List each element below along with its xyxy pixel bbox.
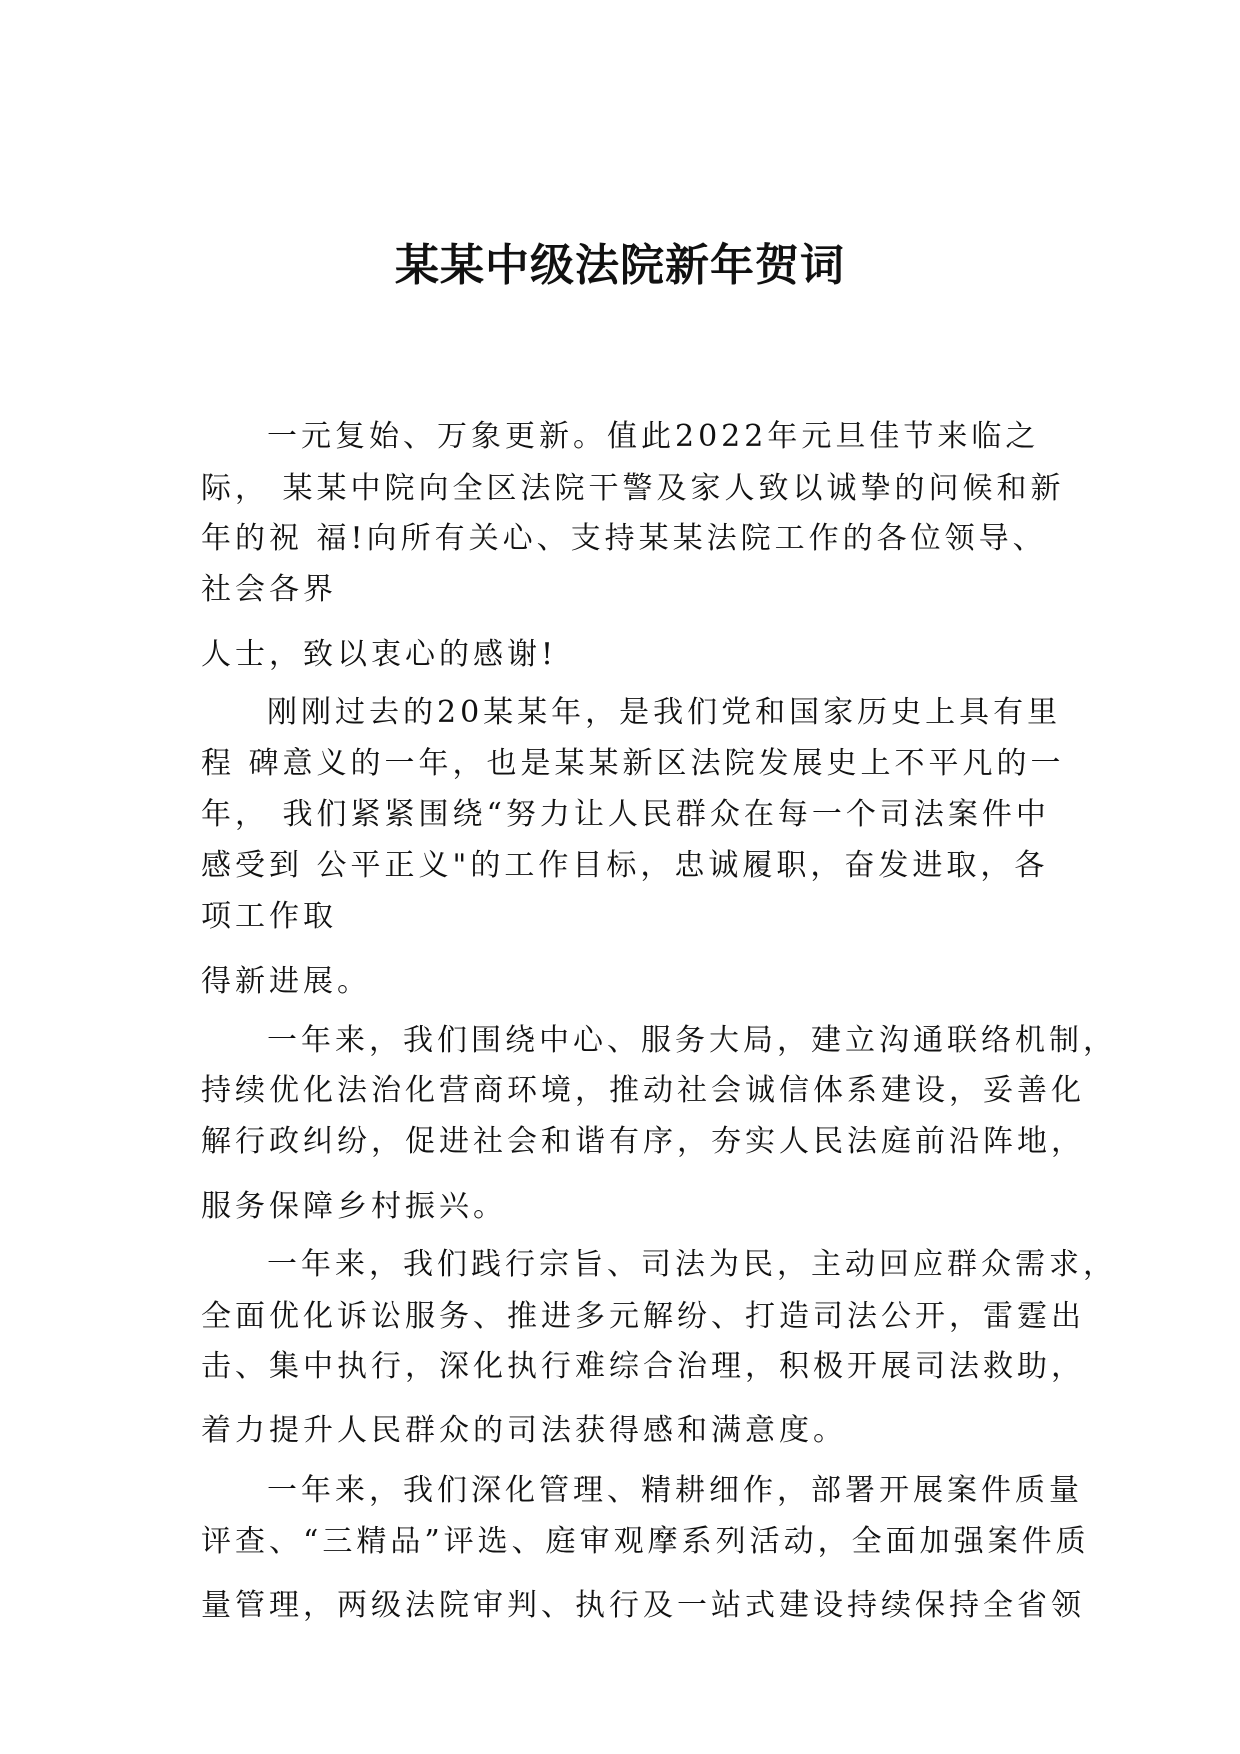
- body-line: 全面优化诉讼服务、推进多元解纷、打造司法公开，雷霆出: [201, 1299, 1085, 1334]
- body-line: 人士，致以衷心的感谢!: [201, 637, 558, 672]
- body-line: 一年来，我们践行宗旨、司法为民，主动回应群众需求，: [267, 1247, 1117, 1282]
- body-line: 社会各界: [201, 572, 337, 607]
- body-line: 刚刚过去的20某某年，是我们党和国家历史上具有里: [267, 695, 1062, 730]
- body-line: 服务保障乡村振兴。: [201, 1189, 507, 1224]
- body-line: 一元复始、万象更新。值此2022年元旦佳节来临之: [267, 419, 1040, 454]
- body-line: 项工作取: [201, 899, 337, 934]
- body-line: 解行政纠纷，促进社会和谐有序，夯实人民法庭前沿阵地，: [201, 1124, 1085, 1159]
- body-line: 击、集中执行，深化执行难综合治理，积极开展司法救助，: [201, 1349, 1085, 1384]
- body-line: 感受到 公平正义"的工作目标，忠诚履职，奋发进取，各: [201, 848, 1049, 883]
- body-line: 年的祝 福!向所有关心、支持某某法院工作的各位领导、: [201, 521, 1047, 556]
- body-line: 际， 某某中院向全区法院干警及家人致以诚挚的问候和新: [201, 471, 1065, 506]
- body-line: 一年来，我们围绕中心、服务大局，建立沟通联络机制，: [267, 1023, 1117, 1058]
- body-line: 持续优化法治化营商环境，推动社会诚信体系建设，妥善化: [201, 1073, 1085, 1108]
- body-line: 量管理，两级法院审判、执行及一站式建设持续保持全省领: [201, 1588, 1085, 1623]
- page-title: 某某中级法院新年贺词: [395, 240, 845, 291]
- body-line: 着力提升人民群众的司法获得感和满意度。: [201, 1413, 847, 1448]
- body-line: 评查、“三精品”评选、庭审观摩系列活动，全面加强案件质: [201, 1524, 1090, 1559]
- body-line: 年， 我们紧紧围绕“努力让人民群众在每一个司法案件中: [201, 797, 1050, 832]
- body-line: 一年来，我们深化管理、精耕细作，部署开展案件质量: [267, 1473, 1083, 1508]
- body-line: 得新进展。: [201, 964, 371, 999]
- body-line: 程 碑意义的一年，也是某某新区法院发展史上不平凡的一: [201, 746, 1065, 781]
